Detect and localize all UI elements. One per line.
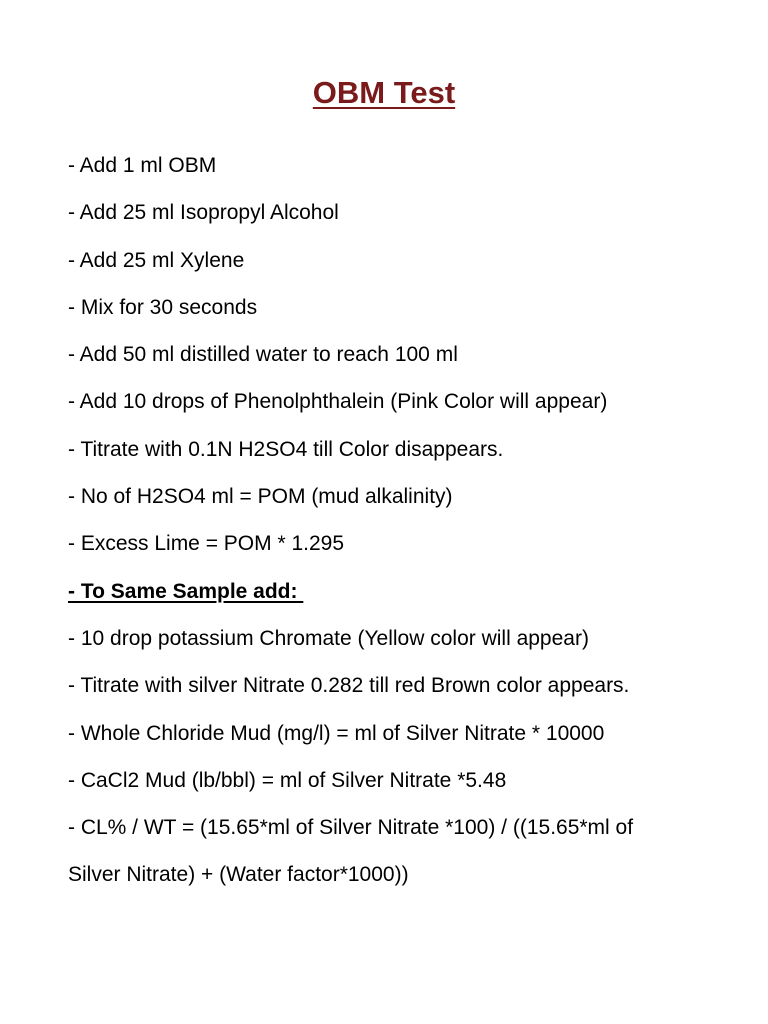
procedure-step: - Excess Lime = POM * 1.295 [68,532,345,556]
document-title: OBM Test [312,75,456,110]
procedure-step: - CaCl2 Mud (lb/bbl) = ml of Silver Nitrate *5.48 [68,768,507,792]
procedure-step-continuation: Silver Nitrate) + (Water factor*1000)) [68,863,409,887]
procedure-step: - CL% / WT = (15.65*ml of Silver Nitrate *100) / ((15.65*ml of [68,816,634,840]
procedure-step: - Add 50 ml distilled water to reach 100 ml [68,343,458,367]
procedure-step: - Titrate with 0.1N H2SO4 till Color disappears. [68,437,504,461]
procedure-step: - 10 drop potassium Chromate (Yellow color will appear) [68,626,589,650]
procedure-step: - Add 25 ml Isopropyl Alcohol [68,201,339,225]
procedure-list [68,142,728,899]
section-heading: - To Same Sample add: [68,579,304,603]
procedure-step: - Add 25 ml Xylene [68,248,245,272]
procedure-step: - No of H2SO4 ml = POM (mud alkalinity) [68,485,453,509]
procedure-step: - Whole Chloride Mud (mg/l) = ml of Silver Nitrate * 10000 [68,721,605,745]
procedure-step: - Mix for 30 seconds [68,295,258,319]
procedure-step: - Titrate with silver Nitrate 0.282 till red Brown color appears. [68,674,630,698]
procedure-step: - Add 10 drops of Phenolphthalein (Pink Color will appear) [68,390,608,414]
procedure-step: - Add 1 ml OBM [68,154,217,177]
